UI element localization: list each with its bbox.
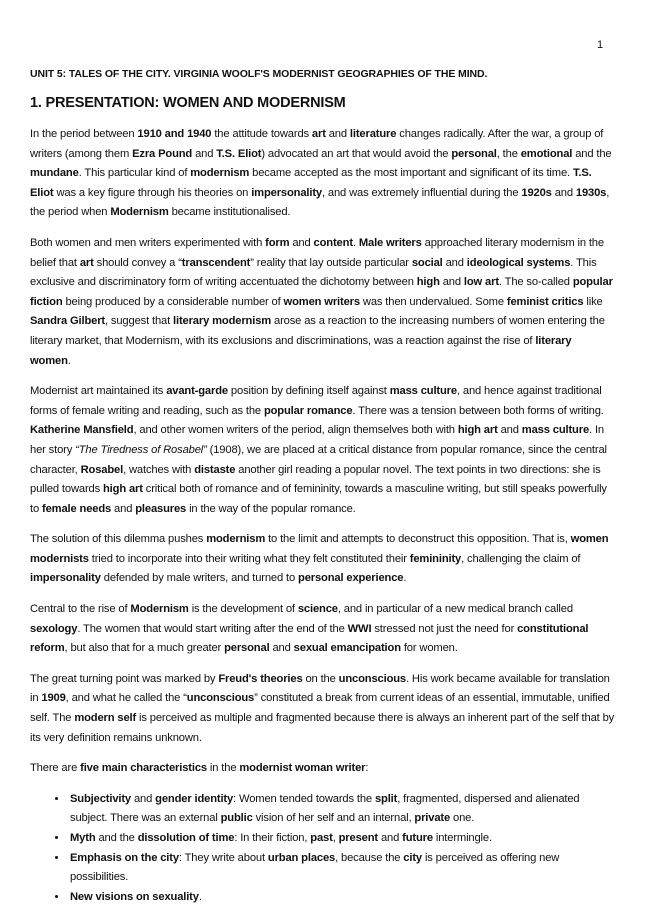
text-run: The great turning point was marked by [30, 672, 219, 685]
text-run: , the period when [30, 186, 610, 219]
text-run: and [192, 147, 217, 160]
text-run: . [198, 890, 202, 903]
bold-text: high [416, 276, 440, 289]
text-run: changes radically. After the war, a group of writers (among them [30, 128, 604, 160]
bold-text: split [374, 792, 398, 805]
text-run: and [497, 424, 522, 437]
italic-text: “The Tiredness of Rosabel” [75, 443, 207, 456]
paragraph [30, 759, 615, 779]
bold-text: mass culture [521, 424, 590, 437]
bold-text: pleasures [135, 502, 187, 515]
text-run: , suggest that [105, 315, 174, 328]
bold-text: Myth [70, 832, 96, 844]
bold-text: mundane [30, 167, 79, 180]
text-run: . The so-called [498, 276, 573, 289]
bold-text: Modernism [110, 206, 169, 219]
bold-text: sexual emancipation [293, 642, 401, 655]
text-run: is perceived as multiple and fragmented because there is always an inherent part of the self that by its very definition remains unknown. [30, 712, 615, 744]
bold-text: Emphasis on the city [70, 851, 179, 864]
bold-text: distaste [194, 463, 236, 476]
text-run: defended by male writers, and turned to [100, 572, 299, 585]
bold-text: impersonality [30, 572, 101, 585]
bold-text: 1910 and 1940 [137, 128, 212, 140]
text-run: : They write about [178, 851, 268, 864]
text-run: (1908), we are placed at a critical distance from popular romance, since the central character, [30, 443, 607, 476]
text-run: one. [450, 812, 475, 825]
text-run: became institutionalised. [168, 206, 291, 219]
bold-text: public [220, 812, 253, 825]
text-run: , watches with [123, 463, 195, 476]
text-run: to the limit and attempts to deconstruct this opposition. That is, [265, 533, 571, 546]
bold-text: feminist critics [506, 295, 584, 308]
text-run: and [269, 642, 294, 655]
bold-text: 1909 [41, 692, 66, 705]
paragraph [30, 234, 615, 371]
text-run: , and in particular of a new medical branch called [337, 603, 573, 616]
bold-text: future [402, 832, 433, 844]
paragraphs [30, 125, 615, 779]
bold-text: art [79, 256, 94, 269]
text-run: position by defining itself against [227, 385, 390, 398]
paragraph [30, 530, 615, 589]
bold-text: popular fiction [30, 276, 613, 308]
text-run: tried to incorporate into their writing what they felt constituted their [88, 552, 410, 565]
bold-text: modern self [74, 712, 137, 725]
bold-text: personal [224, 642, 270, 655]
text-run: is perceived as offering new possibilities. [70, 851, 560, 884]
text-run: , because the [335, 851, 404, 864]
text-run: another girl reading a popular novel. The text points in two directions: she is pulled towards [30, 463, 601, 496]
bold-text: form [265, 236, 290, 249]
bold-text: sexology [30, 622, 78, 635]
text-run: , and other women writers of the period, align themselves both with [133, 424, 458, 437]
text-run: Both women and men writers experimented with [30, 236, 266, 249]
text-run: . There was a tension between both forms of writing. [352, 404, 604, 417]
bold-text: impersonality [251, 186, 322, 199]
unit-title: UNIT 5: TALES OF THE CITY. VIRGINIA WOOLF'S MODERNIST GEOGRAPHIES OF THE MIND. [30, 68, 488, 80]
bold-text: T.S. Eliot [216, 147, 262, 160]
bold-text: unconscious [338, 672, 407, 685]
text-run: Modernist art maintained its [30, 385, 167, 398]
text-run: , [332, 832, 339, 844]
text-run: In the period between [30, 128, 138, 140]
text-run: and [439, 276, 464, 289]
bold-text: content [313, 236, 353, 249]
text-run: and [551, 186, 576, 199]
document-body [30, 125, 615, 907]
bold-text: high art [457, 424, 498, 437]
bold-text: Sandra Gilbert [30, 315, 105, 328]
bold-text: 1930s [575, 186, 607, 199]
paragraph [30, 382, 615, 519]
text-run: stressed not just the need for [371, 622, 518, 635]
paragraph [30, 670, 615, 748]
bold-text: urban places [267, 851, 336, 864]
page-number: 1 [597, 39, 604, 51]
list-item [68, 829, 615, 849]
bold-text: modernist woman writer [239, 762, 366, 775]
section-heading: 1. PRESENTATION: WOMEN AND MODERNISM [30, 95, 346, 111]
text-run: . [67, 354, 71, 367]
bold-text: mass culture [389, 385, 457, 398]
bold-text: dissolution of time [137, 832, 235, 844]
bold-text: modernism [206, 533, 266, 546]
bold-text: ideological systems [466, 256, 571, 269]
bold-text: personal [451, 147, 497, 160]
bold-text: unconscious [186, 692, 255, 705]
text-run: , fragmented, dispersed and alienated subject. There was an external [70, 792, 580, 825]
bold-text: avant-garde [166, 385, 228, 398]
text-run: for women. [400, 642, 458, 655]
text-run: ” constituted a break from current ideas of an essential, immutable, unified self. The [30, 692, 610, 725]
bold-text: Rosabel [80, 463, 124, 476]
bold-text: Katherine Mansfield [30, 424, 134, 437]
bold-text: constitutional reform [30, 622, 589, 655]
bold-text: female needs [42, 502, 112, 515]
text-run: on the [302, 672, 339, 685]
text-run: ” reality that lay outside particular [250, 256, 412, 269]
text-run: should convey a “ [93, 256, 182, 269]
text-run: was then undervalued. Some [359, 295, 507, 308]
bold-text: Male writers [358, 236, 422, 249]
text-run: . In her story [30, 424, 604, 456]
text-run: critical both of romance and of femininity, towards a masculine writing, but still speaks powerfully to [30, 483, 607, 515]
text-run: : In their fiction, [234, 832, 311, 844]
text-run: There are [30, 762, 81, 775]
text-run: : Women tended towards the [233, 792, 375, 805]
text-run: and [377, 832, 403, 844]
bold-text: past [310, 832, 333, 844]
text-run: became accepted as the most important and significant of its time. [249, 167, 573, 180]
text-run: and the [572, 147, 612, 160]
text-run: . This particular kind of [78, 167, 191, 180]
bold-text: women modernists [30, 533, 609, 565]
bold-text: Subjectivity [70, 792, 131, 805]
bold-text: city [403, 851, 422, 864]
text-run: . His work became available for translation in [30, 672, 610, 705]
bold-text: present [338, 832, 378, 844]
list-item [68, 790, 615, 829]
text-run: arose as a reaction to the increasing numbers of women entering the literary market, that Modernism, with its exclusions and discriminations, was a reaction against the rise of [30, 315, 605, 347]
text-run: and [131, 792, 156, 805]
bold-text: T.S. Eliot [30, 167, 592, 199]
text-run: intermingle. [432, 832, 492, 844]
text-run: approached literary modernism in the belief that [30, 236, 604, 269]
text-run: , and was extremely influential during the [321, 186, 522, 199]
text-run: . [403, 572, 407, 585]
text-run: , and what he called the “ [65, 692, 187, 705]
bold-text: personal experience [298, 572, 404, 585]
text-run: was a key figure through his theories on [53, 186, 252, 199]
text-run: vision of her self and an internal, [252, 812, 415, 825]
bold-text: literature [349, 128, 397, 140]
bold-text: private [414, 812, 451, 825]
text-run: Central to the rise of [30, 603, 131, 616]
bold-text: literary women [30, 334, 572, 367]
text-run: , and hence against traditional forms of female writing and reading, such as the [30, 385, 602, 417]
bold-text: women writers [283, 295, 360, 308]
text-run: ) advocated an art that would avoid the [261, 147, 452, 160]
bold-text: low art [463, 276, 499, 289]
bold-text: emotional [520, 147, 573, 160]
text-run: , the [496, 147, 521, 160]
text-run: is the development of [188, 603, 298, 616]
bold-text: science [297, 603, 338, 616]
text-run: , challenging the claim of [461, 552, 581, 565]
text-run: and [442, 256, 467, 269]
text-run: in the [206, 762, 240, 775]
bold-text: femininity [409, 552, 462, 565]
text-run: and [325, 128, 350, 140]
text-run: The solution of this dilemma pushes [30, 533, 207, 546]
bold-text: New visions on sexuality [70, 890, 199, 903]
text-run: in the way of the popular romance. [186, 502, 356, 515]
bold-text: five main characteristics [80, 762, 207, 775]
paragraph [30, 125, 615, 223]
bold-text: social [411, 256, 443, 269]
text-run: : [365, 762, 369, 775]
bold-text: gender identity [155, 792, 234, 805]
list-item [68, 849, 615, 888]
bold-text: popular romance [263, 404, 353, 417]
characteristics-list [30, 790, 615, 907]
bold-text: Modernism [130, 603, 189, 616]
text-run: . The women that would start writing after the end of the [77, 622, 348, 635]
paragraph [30, 600, 615, 659]
bold-text: literary modernism [173, 315, 272, 328]
text-run: . [352, 236, 359, 249]
text-run: like [583, 295, 603, 308]
bold-text: Freud's theories [218, 672, 303, 685]
bold-text: high art [103, 483, 143, 496]
bold-text: art [311, 128, 326, 140]
bold-text: transcendent [181, 256, 251, 269]
text-run: the attitude towards [211, 128, 312, 140]
text-run: and the [95, 832, 138, 844]
text-run: , but also that for a much greater [64, 642, 225, 655]
text-run: being produced by a considerable number of [62, 295, 284, 308]
text-run: and [289, 236, 314, 249]
text-run: . This exclusive and discriminatory form of writing accentuated the dichotomy between [30, 256, 597, 289]
text-run: and [111, 502, 136, 515]
bold-text: Ezra Pound [132, 147, 193, 160]
bold-text: 1920s [521, 186, 552, 199]
bold-text: WWI [347, 622, 372, 635]
bold-text: modernism [190, 167, 250, 180]
list-item [68, 888, 615, 907]
